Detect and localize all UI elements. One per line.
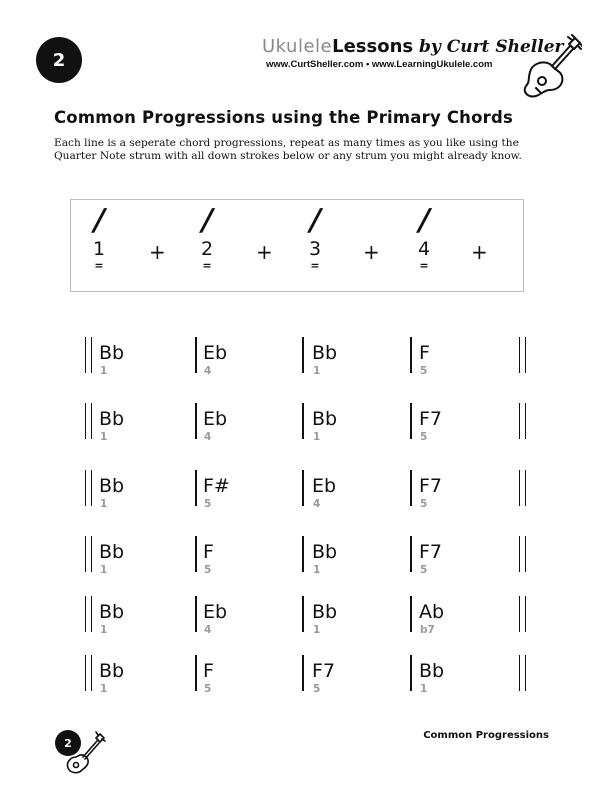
chord-name: Ab [419,601,445,623]
chord-degree: 1 [100,624,108,636]
brand-ukulele: Ukulele [262,36,333,57]
end-double-barline [519,596,526,632]
chord-degree: b7 [420,624,435,636]
chord-degree: 5 [204,498,212,510]
repeat-double-barline [85,596,92,632]
strum-count: 2 [200,238,214,260]
measure-barline [302,337,304,373]
chord-name: Bb [99,475,125,497]
chord-degree: 1 [100,683,108,695]
chord-degree: 1 [100,498,108,510]
chord-degree: 1 [313,564,321,576]
chord-degree: 5 [420,431,428,443]
down-stroke-symbol: = [202,259,212,272]
measure-barline [195,655,197,691]
measure-barline [302,596,304,632]
measure-barline [302,536,304,572]
chord-degree: 1 [100,564,108,576]
measure-barline [410,403,412,439]
chord-degree: 1 [420,683,428,695]
footer-page-number: 2 [64,736,72,750]
measure-barline [410,337,412,373]
chord-degree: 5 [420,564,428,576]
chord-name: F7 [312,660,336,682]
strum-count: 4 [417,238,431,260]
down-stroke-symbol: = [94,259,104,272]
strum-slash: / [414,203,434,238]
strum-slash: / [197,203,217,238]
repeat-double-barline [85,536,92,572]
footer-section-label: Common Progressions [423,730,549,741]
footer-page-badge [55,730,81,756]
strum-count: 1 [92,238,106,260]
chord-degree: 1 [100,431,108,443]
chord-name: Bb [99,408,125,430]
measure-barline [410,536,412,572]
brand-urls: www.CurtSheller.com • www.LearningUkulele.com [266,59,493,70]
end-double-barline [519,403,526,439]
repeat-double-barline [85,337,92,373]
measure-barline [302,470,304,506]
chord-name: Bb [99,601,125,623]
end-double-barline [519,536,526,572]
repeat-double-barline [85,655,92,691]
repeat-double-barline [85,470,92,506]
chord-name: Bb [99,541,125,563]
strum-slash: / [89,203,109,238]
chord-name: F7 [419,475,443,497]
measure-barline [410,596,412,632]
chord-degree: 1 [313,624,321,636]
end-double-barline [519,337,526,373]
chord-degree: 4 [204,365,212,377]
chord-degree: 1 [313,365,321,377]
chord-degree: 5 [204,683,212,695]
chord-name: Bb [99,342,125,364]
chord-name: Eb [203,601,228,623]
chord-degree: 1 [313,431,321,443]
chord-name: Bb [312,408,338,430]
measure-barline [195,403,197,439]
chord-name: F [203,541,214,563]
down-stroke-symbol: = [310,259,320,272]
measure-barline [195,596,197,632]
chord-name: Bb [312,541,338,563]
chord-name: Bb [419,660,445,682]
measure-barline [195,337,197,373]
strum-slash: / [305,203,325,238]
chord-degree: 5 [420,498,428,510]
chord-name: F7 [419,408,443,430]
chord-degree: 4 [313,498,321,510]
chord-degree: 5 [313,683,321,695]
end-double-barline [519,655,526,691]
chord-degree: 4 [204,431,212,443]
chord-name: Eb [312,475,337,497]
chord-name: Eb [203,342,228,364]
brand-author: by Curt Sheller [413,37,564,57]
measure-barline [302,403,304,439]
strum-count: 3 [308,238,322,260]
measure-barline [195,470,197,506]
page-title: Common Progressions using the Primary Chords [54,108,514,127]
page-number: 2 [52,49,66,71]
chord-name: F [203,660,214,682]
measure-barline [195,536,197,572]
measure-barline [410,655,412,691]
instructions-text: Each line is a seperate chord progressions, repeat as many times as you like using the Quarter Note strum with all down strokes below or any strum you might already know. [54,137,522,163]
chord-name: Bb [312,342,338,364]
chord-degree: 5 [204,564,212,576]
chord-degree: 5 [420,365,428,377]
measure-barline [410,470,412,506]
chord-name: Eb [203,408,228,430]
end-double-barline [519,470,526,506]
chord-name: F# [203,475,230,497]
strum-and: + [363,240,380,264]
chord-name: Bb [312,601,338,623]
strum-and: + [149,240,166,264]
brand-lessons: Lessons [332,36,414,57]
chord-name: F7 [419,541,443,563]
chord-degree: 1 [100,365,108,377]
strum-and: + [471,240,488,264]
chord-name: Bb [99,660,125,682]
chord-name: F [419,342,430,364]
chord-degree: 4 [204,624,212,636]
repeat-double-barline [85,403,92,439]
measure-barline [302,655,304,691]
strum-and: + [256,240,273,264]
down-stroke-symbol: = [419,259,429,272]
